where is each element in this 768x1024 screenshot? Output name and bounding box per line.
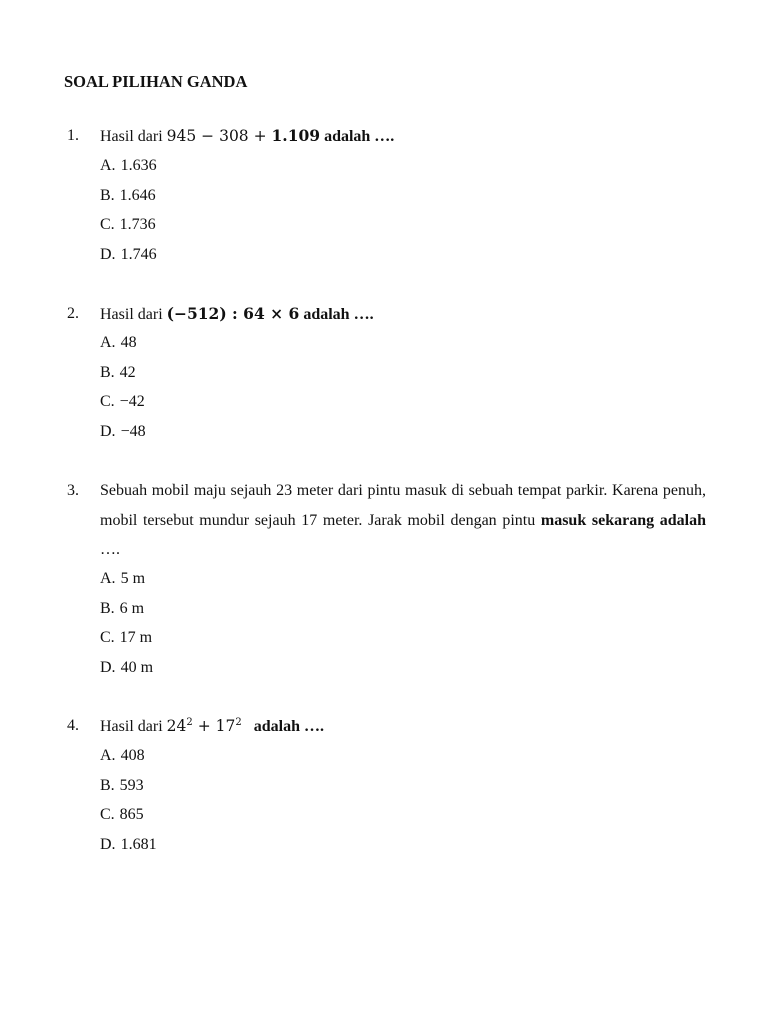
option-a[interactable] [100,569,153,599]
option-letter: A. [100,747,116,764]
option-c[interactable] [100,392,146,422]
question-number: 3. [67,482,79,499]
math-exponent-1: 2 [186,717,193,728]
option-d[interactable] [100,835,157,865]
options-list-2 [100,333,146,451]
option-letter: C. [100,806,115,823]
option-letter: D. [100,835,116,853]
option-d[interactable] [100,658,153,688]
options-list-1 [100,156,157,274]
option-letter: C. [100,629,115,646]
question-text [100,304,706,325]
question-text [100,716,706,737]
question-prefix: Hasil dari [100,306,167,323]
option-letter: D. [100,422,116,440]
option-b[interactable] [100,599,153,629]
option-a[interactable] [100,746,157,776]
option-text: 1.746 [120,245,157,263]
question-suffix: adalah …. [241,718,324,735]
option-text: 408 [120,747,145,764]
option-letter: C. [100,393,115,410]
option-letter: B. [100,186,115,204]
option-d[interactable] [100,422,146,452]
question-number: 4. [67,717,79,734]
option-b[interactable] [100,186,157,216]
option-d[interactable] [100,245,157,275]
option-a[interactable] [100,333,146,363]
question-math [167,717,242,735]
option-b[interactable] [100,363,146,393]
question-math: (−512) : 64 × 6 [166,304,300,323]
option-letter: D. [100,658,116,676]
option-text: 6 m [119,599,145,617]
question-suffix: adalah …. [299,306,374,323]
question-text-plain: Sebuah mobil maju sejauh 23 meter dari pintu masuk di sebuah tempat parkir. Karena penuh, mobil tersebut mundur sejauh 17 meter. Jarak mobil dengan pintu [100,482,706,529]
option-b[interactable] [100,776,157,806]
option-letter: B. [100,776,115,794]
question-math-bold: 1.109 [271,126,321,145]
option-c[interactable] [100,628,153,658]
question-text [100,126,706,147]
question-suffix: …. [100,541,120,559]
options-list-3 [100,569,153,687]
question-text-bold: masuk sekarang adalah [540,511,706,529]
question-prefix: Hasil dari [100,718,167,735]
option-text: 1.646 [119,186,156,204]
option-text: 1.736 [119,216,156,233]
question-prefix: Hasil dari [100,128,167,145]
question-text [100,476,706,565]
option-text: 5 m [120,570,146,587]
option-text: 40 m [120,658,154,676]
option-text: 1.636 [120,157,157,174]
option-letter: B. [100,363,115,381]
question-math: 945 − 308 + [166,127,272,145]
option-text: −42 [119,393,145,410]
math-base-2: 17 [215,717,236,735]
math-base-1: 24 [166,717,187,735]
option-text: −48 [120,422,146,440]
option-text: 17 m [119,629,153,646]
question-number: 2. [67,305,79,322]
option-letter: A. [100,570,116,587]
option-letter: B. [100,599,115,617]
option-letter: A. [100,334,116,351]
option-text: 1.681 [120,835,157,853]
math-plus: + [192,717,216,735]
option-text: 593 [119,776,144,794]
option-text: 42 [119,363,136,381]
option-letter: D. [100,245,116,263]
option-text: 48 [120,334,137,351]
option-text: 865 [119,806,144,823]
option-c[interactable] [100,805,157,835]
options-list-4 [100,746,157,864]
option-c[interactable] [100,215,157,245]
question-suffix: adalah …. [320,128,395,145]
question-number: 1. [67,127,79,144]
option-a[interactable] [100,156,157,186]
option-letter: A. [100,157,116,174]
document-title: SOAL PILIHAN GANDA [64,72,248,91]
option-letter: C. [100,216,115,233]
math-exponent-2: 2 [235,717,242,728]
